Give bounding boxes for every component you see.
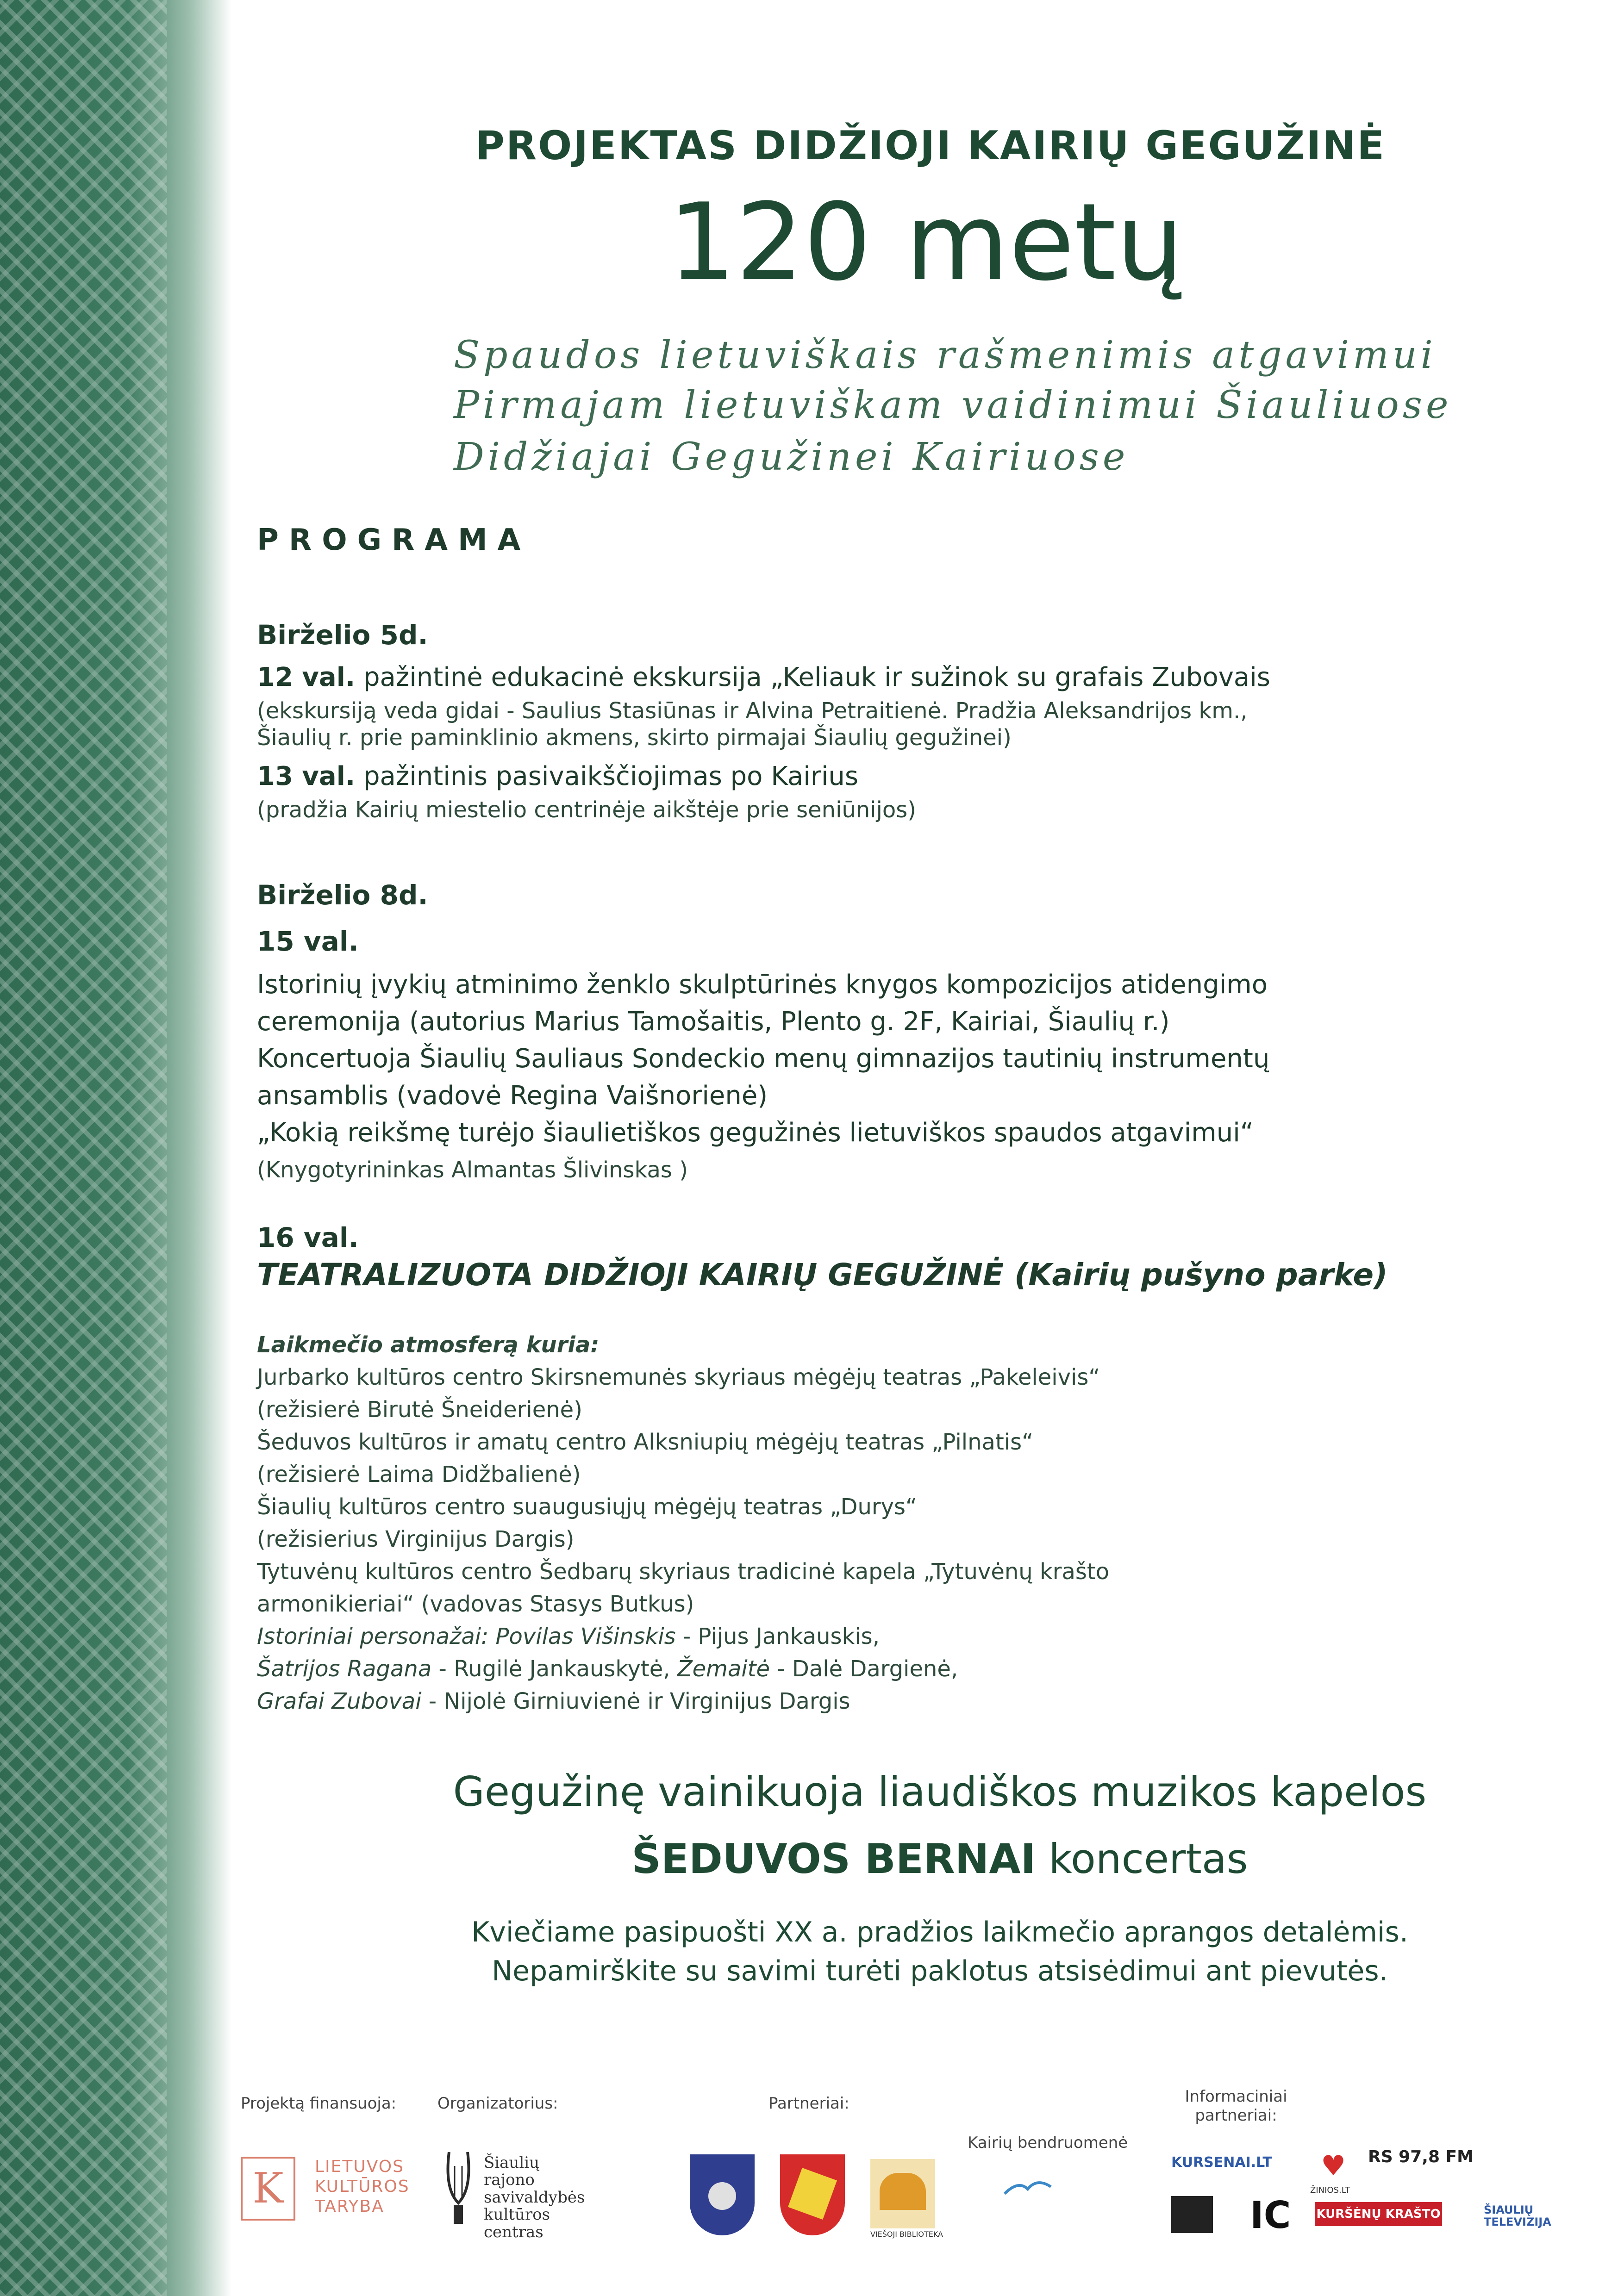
- day1-event2-text: pažintinis pasivaikščiojimas po Kairius: [355, 761, 859, 791]
- organizer-name-1: Šiaulių: [484, 2153, 539, 2172]
- shield-emblem-1: [690, 2154, 755, 2235]
- community-label: Kairių bendruomenė: [968, 2134, 1128, 2152]
- day2-time2: 16 val.: [257, 1222, 359, 1253]
- day2-line-5: „Kokią reikšmę turėjo šiaulietiškos gegužinės lietuviškos spaudos atgavimui“: [257, 1118, 1254, 1148]
- organizer-name-5: centras: [484, 2222, 543, 2241]
- char4-role: Grafai Zubovai: [257, 1688, 422, 1714]
- partners-label: Partneriai:: [768, 2094, 849, 2113]
- performer-line-2: (režisierė Birutė Šneiderienė): [257, 1397, 582, 1423]
- organizer-name: [484, 2154, 585, 2241]
- media-radio: RS 97,8 FM: [1368, 2147, 1474, 2166]
- day1-note1b: Šiaulių r. prie paminklinio akmens, skirto pirmajai Šiaulių gegužinei): [257, 725, 1012, 751]
- day1-note1a: (ekskursiją veda gidai - Saulius Stasiūnas ir Alvina Petraitienė. Pradžia Aleksandrijos km.,: [257, 698, 1248, 724]
- char1-actor: - Pijus Jankauskis,: [675, 1624, 880, 1649]
- day2-line-2: ceremonija (autorius Marius Tamošaitis, Plento g. 2F, Kairiai, Šiaulių r.): [257, 1007, 1170, 1037]
- script-line-1: Spaudos lietuviškais rašmenimis atgavimui: [454, 333, 1437, 377]
- library-logo: [870, 2159, 935, 2228]
- atmosphere-label: Laikmečio atmosferą kuria:: [257, 1332, 600, 1358]
- anniversary-years: 120 metų: [668, 181, 1184, 305]
- info-partners-label: [1167, 2087, 1305, 2125]
- performer-line-7: Tytuvėnų kultūros centro Šedbarų skyriaus tradicinė kapela „Tytuvėnų krašto: [257, 1559, 1110, 1585]
- char4-actor: - Nijolė Girniuvienė ir Virginijus Dargis: [421, 1688, 850, 1714]
- day1-event1-text: pažintinė edukacinė ekskursija „Keliauk ir sužinok su grafais Zubovais: [355, 662, 1270, 692]
- bird-logo: [1000, 2175, 1056, 2203]
- day1-date: Birželio 5d.: [257, 619, 428, 651]
- funder-label: Projektą finansuoja:: [241, 2094, 397, 2113]
- day2-line-4: ansamblis (vadovė Regina Vaišnorienė): [257, 1081, 768, 1111]
- icon-people: [1171, 2196, 1213, 2233]
- page-title: PROJEKTAS DIDŽIOJI KAIRIŲ GEGUŽINĖ: [475, 123, 1386, 169]
- day1-time2: 13 val.: [257, 761, 356, 791]
- performer-line-8: armonikieriai“ (vadovas Stasys Butkus): [257, 1591, 694, 1617]
- day2-line-1: Istorinių įvykių atminimo ženklo skulptūrinės knygos kompozicijos atidengimo: [257, 970, 1268, 1000]
- library-label: VIEŠOJI BIBLIOTEKA: [870, 2230, 943, 2239]
- performer-line-6: (režisierius Virginijus Dargis): [257, 1526, 575, 1552]
- char2-role: Šatrijos Ragana: [257, 1656, 432, 1682]
- concert-line-1: Gegužinę vainikuoja liaudiškos muzikos kapelos: [453, 1768, 1427, 1816]
- shield-emblem-2: [780, 2154, 845, 2235]
- heart-icon: ♥: [1321, 2150, 1346, 2182]
- day1-note2: (pradžia Kairių miestelio centrinėje aikštėje prie seniūnijos): [257, 797, 917, 823]
- main-event-title: TEATRALIZUOTA DIDŽIOJI KAIRIŲ GEGUŽINĖ (Kairių pušyno parke): [257, 1257, 1388, 1293]
- char2-actor: - Rugilė Jankauskytė,: [431, 1656, 677, 1682]
- invitation-line-1: Kviečiame pasipuošti XX a. pradžios laikmečio aprangos detalėmis.: [471, 1916, 1408, 1948]
- concert-line-2: [259, 1835, 1620, 1883]
- organizer-name-2: rajono: [484, 2171, 535, 2190]
- media-ic: IC: [1250, 2194, 1291, 2237]
- media-kursenu: KURŠĖNŲ KRAŠTO: [1315, 2202, 1442, 2226]
- organizer-name-4: kultūros: [484, 2205, 550, 2224]
- concert-band: ŠEDUVOS BERNAI: [631, 1835, 1036, 1883]
- day1-event1: [257, 663, 1270, 693]
- performer-line-1: Jurbarko kultūros centro Skirsnemunės skyriaus mėgėjų teatras „Pakeleivis“: [257, 1364, 1100, 1390]
- characters-line-3: [257, 1688, 850, 1715]
- day1-event2: [257, 762, 858, 792]
- info-partners-label-2: partneriai:: [1195, 2106, 1277, 2125]
- day2-line-3: Koncertuoja Šiaulių Sauliaus Sondeckio menų gimnazijos tautinių instrumentų: [257, 1044, 1270, 1074]
- day1-time1: 12 val.: [257, 662, 356, 692]
- characters-line-1: Istoriniai personažai: Povilas Višinskis - Pijus Jankauskis,: [257, 1624, 880, 1649]
- invitation-line-2: Nepamirškite su savimi turėti paklotus atsisėdimui ant pievutės.: [492, 1955, 1388, 1987]
- lyre-logo: [444, 2147, 472, 2226]
- kulturos-taryba-logo: K: [241, 2157, 295, 2221]
- day2-lecturer: (Knygotyrininkas Almantas Šlivinskas ): [257, 1157, 688, 1183]
- media-tv: ŠIAULIŲ TELEVIZIJA: [1484, 2203, 1551, 2229]
- media-zinios: ŽINIOS.LT: [1310, 2185, 1350, 2195]
- char3-actor: - Dalė Dargienė,: [770, 1656, 958, 1682]
- char1-role: Povilas Višinskis: [495, 1624, 676, 1649]
- characters-line-2: [257, 1656, 958, 1682]
- organizer-label: Organizatorius:: [437, 2094, 558, 2113]
- characters-label: Istoriniai personažai: [257, 1624, 481, 1649]
- performer-line-5: Šiaulių kultūros centro suaugusiųjų mėgėjų teatras „Durys“: [257, 1494, 917, 1520]
- performer-line-4: (režisierė Laima Didžbalienė): [257, 1462, 581, 1487]
- concert-line2-rest: koncertas: [1036, 1835, 1248, 1883]
- info-partners-label-1: Informaciniai: [1185, 2087, 1287, 2106]
- script-line-2: Pirmajam lietuviškam vaidinimui Šiauliuose: [454, 383, 1452, 427]
- day2-date: Birželio 8d.: [257, 879, 428, 911]
- funder-name: LIETUVOS KULTŪROS TARYBA: [315, 2157, 410, 2216]
- organizer-name-3: savivaldybės: [484, 2188, 585, 2207]
- day2-time1: 15 val.: [257, 926, 359, 957]
- program-heading: PROGRAMA: [257, 523, 531, 557]
- performer-line-3: Šeduvos kultūros ir amatų centro Alksniupių mėgėjų teatras „Pilnatis“: [257, 1429, 1033, 1455]
- media-kursenai: KURSENAI.LT: [1171, 2154, 1272, 2171]
- woven-pattern: [0, 0, 167, 2296]
- char3-role: Žemaitė: [677, 1656, 770, 1682]
- script-line-3: Didžiajai Gegužinei Kairiuose: [454, 435, 1129, 479]
